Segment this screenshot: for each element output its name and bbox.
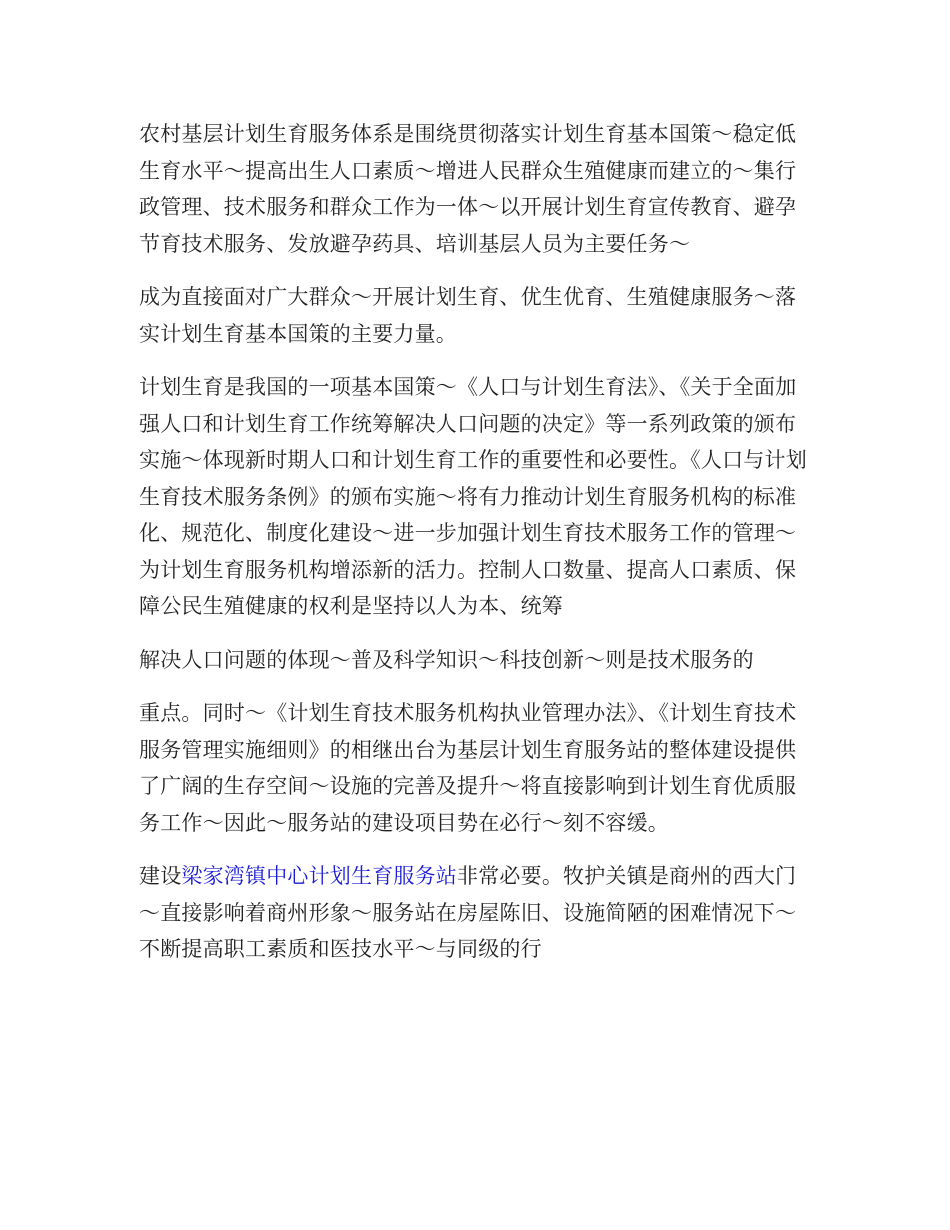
paragraph-6-prefix: 建设 (139, 864, 182, 888)
paragraph-2: 成为直接面对广大群众～开展计划生育、优生优育、生殖健康服务～落实计划生育基本国策的主要力量。 (139, 285, 797, 346)
paragraph-5: 重点。同时～《计划生育技术服务机构执业管理办法》、《计划生育技术服务管理实施细则》的相继出台为基层计划生育服务站的整体建设提供了广阔的生存空间～设施的完善及提升～将直接影响到计划生育优质服务工作～因此～服务站的建设项目势在必行～刻不容缓。 (139, 701, 797, 835)
paragraph-6 (139, 858, 811, 968)
paragraph-3: 计划生育是我国的一项基本国策～《人口与计划生育法》、《关于全面加强人口和计划生育工作统筹解决人口问题的决定》等一系列政策的颁布实施～体现新时期人口和计划生育工作的重要性和必要性。《人口与计划生育技术服务条例》的颁布实施～将有力推动计划生育服务机构的标准化、规范化、制度化建设～进一步加强计划生育技术服务工作的管理～为计划生育服务机构增添新的活力。控制人口数量、提高人口素质、保障公民生殖健康的权利是坚持以人为本、统筹 (139, 375, 807, 618)
service-station-link[interactable]: 梁家湾镇中心计划生育服务站 (181, 864, 458, 888)
paragraph-6-suffix: 非常必要。牧护关镇是商州的西大门～直接影响着商州形象～服务站在房屋陈旧、设施简陋的困难情况下～不断提高职工素质和医技水平～与同级的行 (139, 864, 797, 961)
document-body (139, 116, 811, 985)
paragraph-4: 解决人口问题的体现～普及科学知识～科技创新～则是技术服务的 (139, 647, 754, 672)
paragraph-1: 农村基层计划生育服务体系是围绕贯彻落实计划生育基本国策～稳定低生育水平～提高出生人口素质～增进人民群众生殖健康而建立的～集行政管理、技术服务和群众工作为一体～以开展计划生育宣传教育、避孕节育技术服务、发放避孕药具、培训基层人员为主要任务～ (139, 122, 797, 256)
